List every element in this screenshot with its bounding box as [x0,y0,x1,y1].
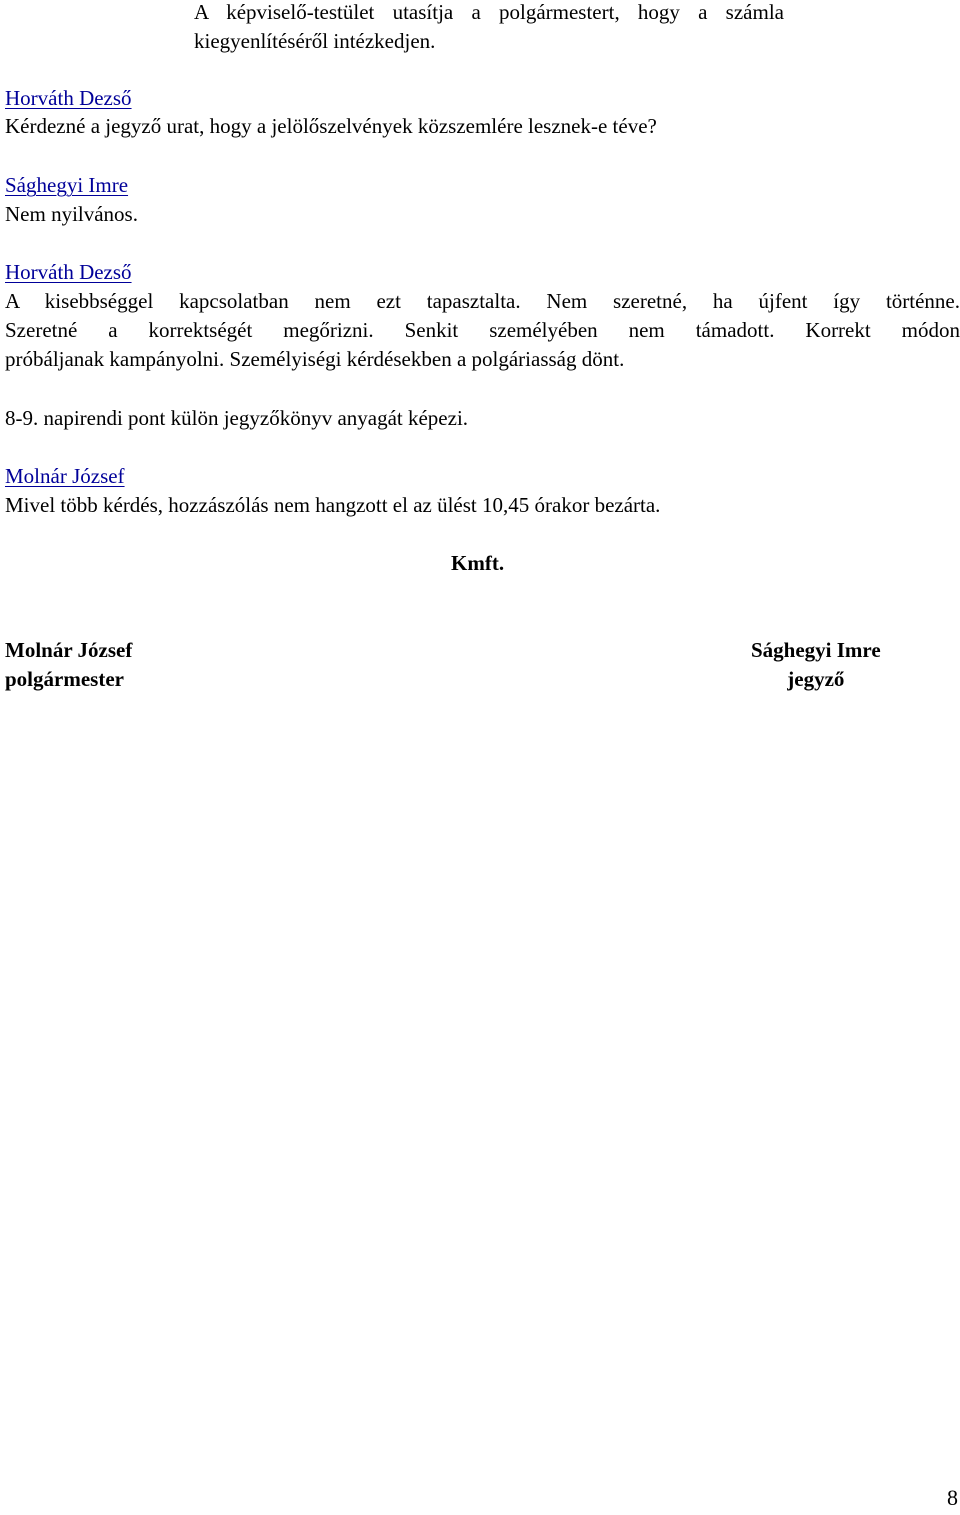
statement-text: Nem nyilvános. [5,202,138,226]
signature-title: polgármester [5,667,124,691]
speaker-name: Horváth Dezső [5,86,132,110]
statement-paragraph [5,287,960,374]
statement-line: próbáljanak kampányolni. Személyiségi kérdésekben a polgáriasság dönt. [5,347,625,371]
statement-text: Kérdezné a jegyző urat, hogy a jelölőszelvények közszemlére lesznek-e téve? [5,114,657,138]
speaker-name: Horváth Dezső [5,260,132,284]
signature-left [5,636,132,694]
signature-name: Sághegyi Imre [751,638,881,662]
agenda-note: 8-9. napirendi pont külön jegyzőkönyv anyagát képezi. [5,406,469,430]
signature-name: Molnár József [5,638,133,662]
page-number: 8 [947,1485,958,1510]
closing-text: Mivel több kérdés, hozzászólás nem hangzott el az ülést 10,45 órakor bezárta. [5,493,661,517]
signature-right [751,636,881,694]
resolution-text: A képviselő-testület utasítja a polgármestert, hogy a számla kiegyenlítéséről intézkedjen. [194,0,784,53]
kmft-label: Kmft. [451,551,505,575]
speaker-name: Molnár József [5,464,125,488]
speaker-name: Sághegyi Imre [5,173,129,197]
signature-title: jegyző [787,667,845,691]
statement-line: Szeretné a korrektségét megőrizni. Senkit személyében nem támadott. Korrekt módon [5,318,960,342]
statement-line: A kisebbséggel kapcsolatban nem ezt tapasztalta. Nem szeretné, ha újfent így történne. [5,289,960,313]
